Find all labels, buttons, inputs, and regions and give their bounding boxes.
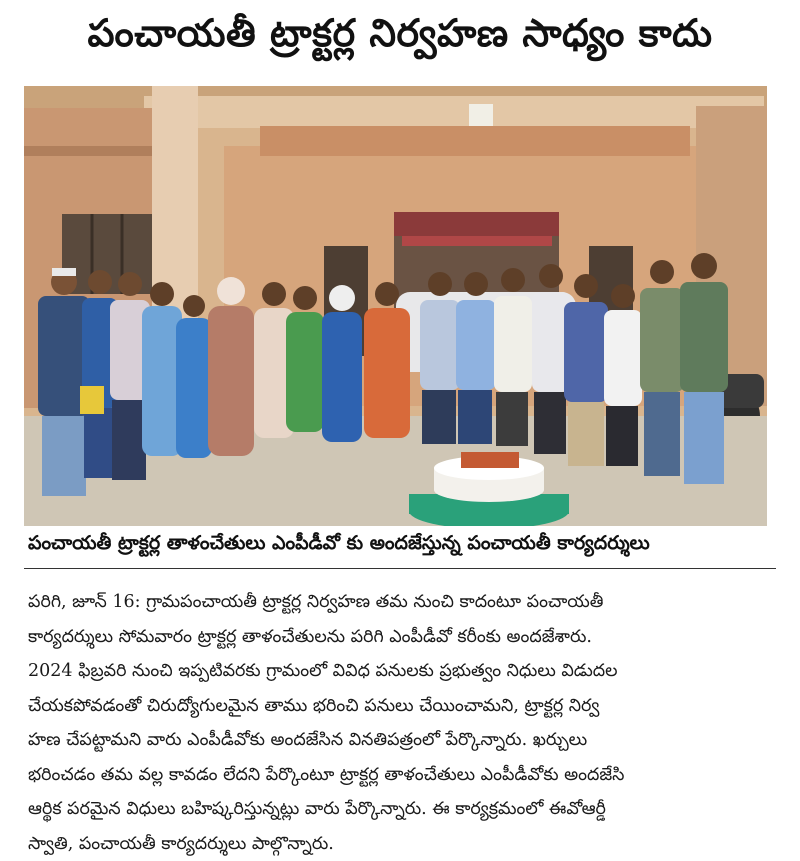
body-line: కార్యదర్శులు సోమవారం ట్రాక్టర్ల తాళంచేతులను పరిగి ఎంపీడీవో కరీంకు అందజేశారు. (28, 620, 776, 655)
body-line: ఆర్థిక పరమైన విధులు బహిష్కరిస్తున్నట్లు వారు పేర్కొన్నారు. ఈ కార్యక్రమంలో ఈవోఆర్డీ (28, 792, 776, 827)
headline: పంచాయతీ ట్రాక్టర్ల నిర్వహణ సాధ్యం కాదు (0, 6, 800, 70)
body-line: స్వాతి, పంచాయతీ కార్యదర్శులు పాల్గొన్నారు. (28, 827, 776, 861)
body-line: చేయకపోవడంతో చిరుద్యోగులమైన తాము భరించి పనులు చేయించామని, ట్రాక్టర్ల నిర్వ (28, 689, 776, 724)
photo-caption: పంచాయతీ ట్రాక్టర్ల తాళంచేతులు ఎంపీడీవో కు అందజేస్తున్న పంచాయతీ కార్యదర్శులు (28, 528, 778, 562)
body-line: 2024 ఫిబ్రవరి నుంచి ఇప్పటివరకు గ్రామంలో వివిధ పనులకు ప్రభుత్వం నిధులు విడుదల (28, 654, 776, 689)
article-body (28, 585, 776, 861)
news-photo (24, 86, 767, 526)
body-line: హణ చేపట్టామని వారు ఎంపీడీవోకు అందజేసిన వినతిపత్రంలో పేర్కొన్నారు. ఖర్చులు (28, 723, 776, 758)
body-line: భరించడం తమ వల్ల కావడం లేదని పేర్కొంటూ ట్రాక్టర్ల తాళంచేతులు ఎంపీడీవోకు అందజేసి (28, 758, 776, 793)
divider (24, 568, 776, 569)
body-line: పరిగి, జూన్ 16: గ్రామపంచాయతీ ట్రాక్టర్ల నిర్వహణ తమ నుంచి కాదంటూ పంచాయతీ (28, 585, 776, 620)
